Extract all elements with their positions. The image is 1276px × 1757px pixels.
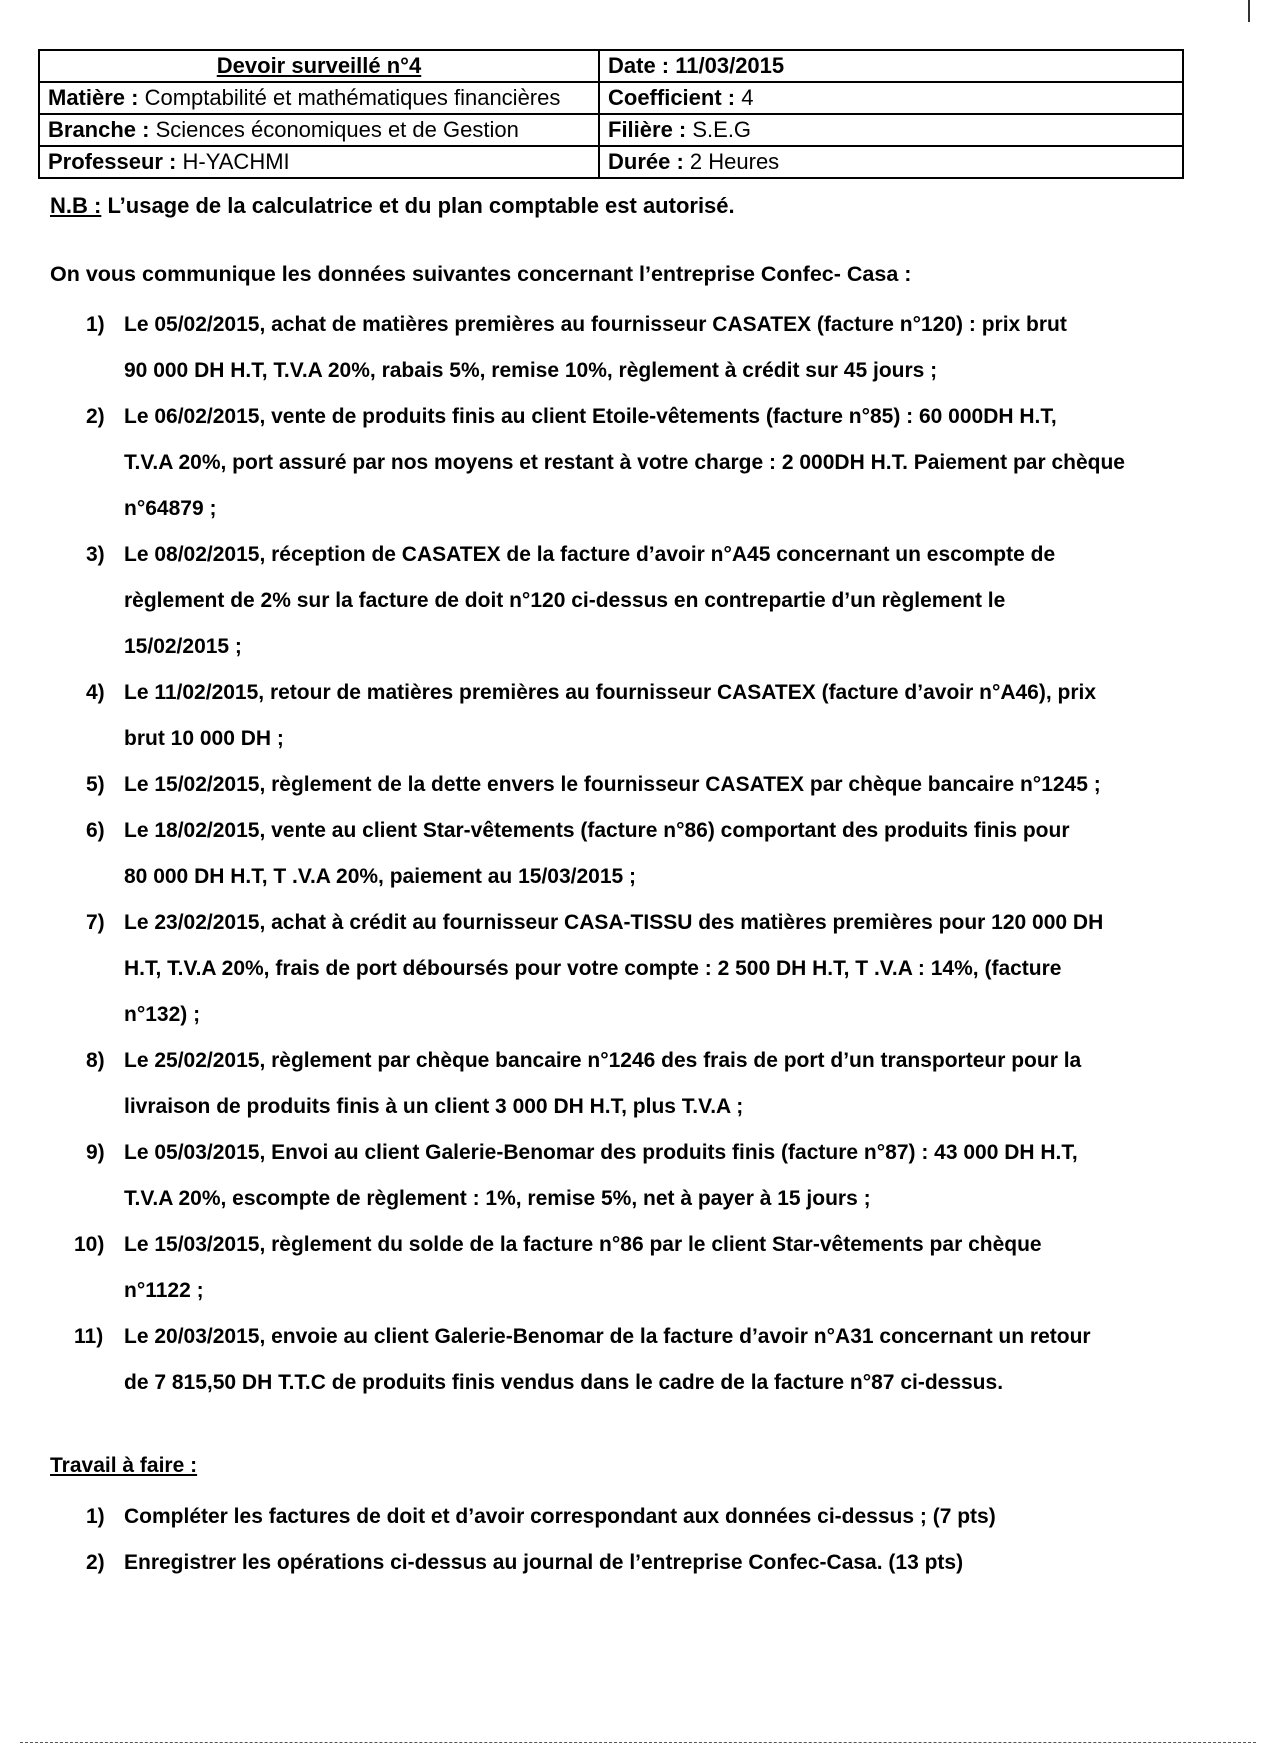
operation-line: livraison de produits finis à un client 3 000 DH H.T, plus T.V.A ;	[124, 1095, 744, 1118]
tasks-list	[50, 1494, 1200, 1586]
coefficient-cell	[599, 82, 1183, 114]
operation-line: H.T, T.V.A 20%, frais de port déboursés pour votre compte : 2 500 DH H.T, T .V.A : 14%, (facture	[124, 957, 1062, 980]
exam-date-cell	[599, 50, 1183, 82]
scan-bottom-line	[20, 1742, 1256, 1743]
operation-line: brut 10 000 DH ;	[124, 727, 284, 750]
coefficient-label: Coefficient :	[608, 85, 736, 110]
operation-item	[50, 900, 1200, 1038]
intro-text: On vous communique les données suivantes concernant l’entreprise Confec- Casa :	[50, 262, 912, 286]
task-text: Enregistrer les opérations ci-dessus au journal de l’entreprise Confec-Casa. (13 pts)	[124, 1551, 964, 1574]
operation-line: Le 18/02/2015, vente au client Star-vêtements (facture n°86) comportant des produits finis pour	[124, 819, 1070, 842]
operation-item	[50, 1130, 1200, 1222]
operation-item	[50, 1314, 1200, 1406]
operation-number: 9)	[86, 1141, 105, 1164]
operation-number: 4)	[86, 681, 105, 704]
operation-item	[50, 670, 1200, 762]
operation-number: 11)	[74, 1325, 104, 1348]
operation-line: Le 23/02/2015, achat à crédit au fournisseur CASA-TISSU des matières premières pour 120 000 DH	[124, 911, 1104, 934]
operation-number: 7)	[86, 911, 105, 934]
operation-item	[50, 762, 1200, 808]
task-item	[50, 1540, 1200, 1586]
task-item	[50, 1494, 1200, 1540]
operation-item	[50, 302, 1200, 394]
operation-number: 1)	[86, 313, 105, 336]
operation-line: Le 15/02/2015, règlement de la dette envers le fournisseur CASATEX par chèque bancaire n°1245 ;	[124, 773, 1101, 796]
operations-list	[50, 302, 1200, 1406]
operation-line: Le 05/02/2015, achat de matières premières au fournisseur CASATEX (facture n°120) : prix brut	[124, 313, 1067, 336]
operation-line: T.V.A 20%, escompte de règlement : 1%, remise 5%, net à payer à 15 jours ;	[124, 1187, 871, 1210]
header-row-title	[39, 50, 1183, 82]
operation-number: 5)	[86, 773, 105, 796]
coefficient-value: 4	[735, 85, 754, 110]
teacher-value: H-YACHMI	[176, 149, 290, 174]
operation-line: de 7 815,50 DH T.T.C de produits finis vendus dans le cadre de la facture n°87 ci-dessus.	[124, 1371, 1004, 1394]
operation-line: Le 11/02/2015, retour de matières premières au fournisseur CASATEX (facture d’avoir n°A46), prix	[124, 681, 1097, 704]
operation-line: Le 08/02/2015, réception de CASATEX de la facture d’avoir n°A45 concernant un escompte de	[124, 543, 1056, 566]
duration-value: 2 Heures	[683, 149, 780, 174]
duration-cell	[599, 146, 1183, 178]
operation-item	[50, 532, 1200, 670]
exam-header-table	[38, 49, 1184, 179]
operation-number: 2)	[86, 405, 105, 428]
nb-label: N.B :	[50, 193, 102, 218]
operation-item	[50, 1038, 1200, 1130]
operation-number: 10)	[74, 1233, 105, 1256]
nb-text: L’usage de la calculatrice et du plan comptable est autorisé.	[101, 193, 735, 218]
work-title: Travail à faire :	[50, 1454, 198, 1477]
operation-line: T.V.A 20%, port assuré par nos moyens et restant à votre charge : 2 000DH H.T. Paiement par chèque	[124, 451, 1125, 474]
operation-number: 3)	[86, 543, 105, 566]
teacher-cell	[39, 146, 599, 178]
track-value: S.E.G	[686, 117, 752, 142]
task-number: 2)	[86, 1551, 105, 1574]
operation-line: Le 15/03/2015, règlement du solde de la facture n°86 par le client Star-vêtements par chèque	[124, 1233, 1042, 1256]
header-row-branch	[39, 114, 1183, 146]
operation-line: n°64879 ;	[124, 497, 217, 520]
operation-line: 80 000 DH H.T, T .V.A 20%, paiement au 15/03/2015 ;	[124, 865, 637, 888]
operation-line: Le 05/03/2015, Envoi au client Galerie-Benomar des produits finis (facture n°87) : 43 000 DH H.T,	[124, 1141, 1078, 1164]
teacher-label: Professeur :	[48, 149, 177, 174]
operation-line: Le 25/02/2015, règlement par chèque bancaire n°1246 des frais de port d’un transporteur pour la	[124, 1049, 1082, 1072]
exam-title: Devoir surveillé n°4	[39, 50, 599, 82]
branch-label: Branche :	[48, 117, 150, 142]
nb-note	[50, 193, 735, 219]
task-text: Compléter les factures de doit et d’avoir correspondant aux données ci-dessus ; (7 pts)	[124, 1505, 996, 1528]
operation-item	[50, 808, 1200, 900]
operation-number: 8)	[86, 1049, 105, 1072]
task-number: 1)	[86, 1505, 105, 1528]
operation-item	[50, 394, 1200, 532]
header-row-teacher	[39, 146, 1183, 178]
operation-item	[50, 1222, 1200, 1314]
track-label: Filière :	[608, 117, 687, 142]
operation-line: 15/02/2015 ;	[124, 635, 242, 658]
operation-number: 6)	[86, 819, 105, 842]
operation-line: n°132) ;	[124, 1003, 201, 1026]
scan-corner-mark	[1248, 0, 1250, 22]
branch-value: Sciences économiques et de Gestion	[149, 117, 519, 142]
duration-label: Durée :	[608, 149, 684, 174]
operation-line: Le 06/02/2015, vente de produits finis au client Etoile-vêtements (facture n°85) : 60 000DH H.T,	[124, 405, 1057, 428]
branch-cell	[39, 114, 599, 146]
operation-line: n°1122 ;	[124, 1279, 204, 1302]
operation-line: règlement de 2% sur la facture de doit n°120 ci-dessus en contrepartie d’un règlement le	[124, 589, 1006, 612]
operation-line: Le 20/03/2015, envoie au client Galerie-Benomar de la facture d’avoir n°A31 concernant un retour	[124, 1325, 1091, 1348]
operation-line: 90 000 DH H.T, T.V.A 20%, rabais 5%, remise 10%, règlement à crédit sur 45 jours ;	[124, 359, 938, 382]
header-row-subject	[39, 82, 1183, 114]
date-value: 11/03/2015	[669, 53, 785, 78]
track-cell	[599, 114, 1183, 146]
subject-cell	[39, 82, 599, 114]
subject-value: Comptabilité et mathématiques financières	[138, 85, 561, 110]
date-label: Date :	[608, 53, 670, 78]
subject-label: Matière :	[48, 85, 139, 110]
